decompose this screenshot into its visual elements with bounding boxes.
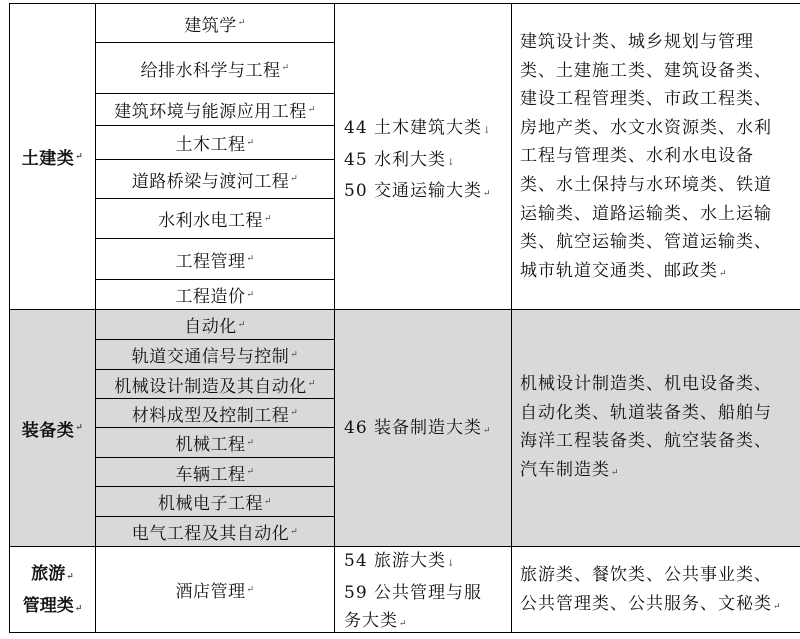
- major-name: 电气工程及其自动化 ↵: [131, 524, 299, 544]
- field-list: [520, 28, 772, 288]
- major-name: 道路桥梁与渡河工程 ↵: [131, 171, 299, 192]
- code-item: 54 旅游大类↓: [344, 551, 456, 571]
- code-list: [344, 414, 492, 446]
- major-name: 轨道交通信号与控制 ↵: [131, 347, 299, 367]
- category-line: 旅游↵: [31, 564, 74, 584]
- code-item: 44 土木建筑大类↓: [344, 118, 492, 138]
- code-list: [344, 547, 482, 639]
- major-name: 建筑环境与能源应用工程 ↵: [114, 102, 316, 122]
- field-line: 建设工程管理类、市政工程类、: [520, 89, 772, 110]
- major-name: 材料成型及控制工程 ↵: [131, 405, 299, 426]
- field-line: 城市轨道交通类、邮政类↵: [520, 260, 728, 281]
- field-line: 运输类、道路运输类、水上运输: [520, 203, 772, 224]
- code-item: 50 交通运输大类↵: [344, 181, 492, 202]
- major-name: 机械电子工程 ↵: [157, 494, 273, 514]
- major-name: 机械工程 ↵: [175, 435, 255, 455]
- field-line: 工程与管理类、水利水电设备: [520, 146, 754, 167]
- major-name: 工程管理 ↵: [175, 251, 255, 272]
- field-list: [520, 561, 782, 621]
- field-list: [520, 370, 772, 487]
- field-line: 公共管理类、公共服务、文秘类↵: [520, 593, 782, 614]
- field-line: 类、水土保持与水环境类、铁道: [520, 174, 772, 195]
- major-name: 水利水电工程 ↵: [157, 211, 273, 231]
- field-line: 房地产类、水文水资源类、水利: [520, 117, 772, 138]
- field-line: 自动化类、轨道装备类、船舶与: [520, 402, 772, 423]
- code-item: 45 水利大类↓: [344, 149, 456, 170]
- field-line: 海洋工程装备类、航空装备类、: [520, 431, 772, 452]
- code-list: [344, 114, 492, 209]
- major-name: 酒店管理 ↵: [175, 582, 255, 602]
- major-name: 建筑学 ↵: [184, 15, 246, 36]
- major-name: 给排水科学与工程 ↵: [140, 60, 290, 81]
- table-border: [511, 3, 512, 633]
- major-name: 机械设计制造及其自动化 ↵: [114, 376, 316, 397]
- field-line: 旅游类、餐饮类、公共事业类、: [520, 565, 772, 585]
- field-line: 汽车制造类↵: [520, 459, 620, 480]
- category-line: 管理类↵: [22, 596, 83, 616]
- table-border: [334, 3, 335, 633]
- code-item: 务大类↵: [344, 611, 408, 632]
- field-line: 机械设计制造类、机电设备类、: [520, 374, 772, 394]
- major-name: 工程造价 ↵: [175, 287, 255, 307]
- field-line: 类、土建施工类、建筑设备类、: [520, 60, 772, 81]
- category-label: 装备类 ↵: [21, 420, 84, 441]
- field-line: 类、航空运输类、管道运输类、: [520, 232, 772, 253]
- major-name: 土木工程 ↵: [175, 135, 255, 155]
- major-name: 自动化 ↵: [184, 317, 246, 337]
- code-item: 59 公共管理与服: [344, 582, 483, 603]
- category-label: 土建类 ↵: [21, 149, 84, 169]
- field-line: 建筑设计类、城乡规划与管理: [520, 32, 754, 52]
- major-name: 车辆工程 ↵: [175, 464, 255, 485]
- code-item: 46 装备制造大类↵: [344, 418, 492, 438]
- category-label: [10, 560, 95, 624]
